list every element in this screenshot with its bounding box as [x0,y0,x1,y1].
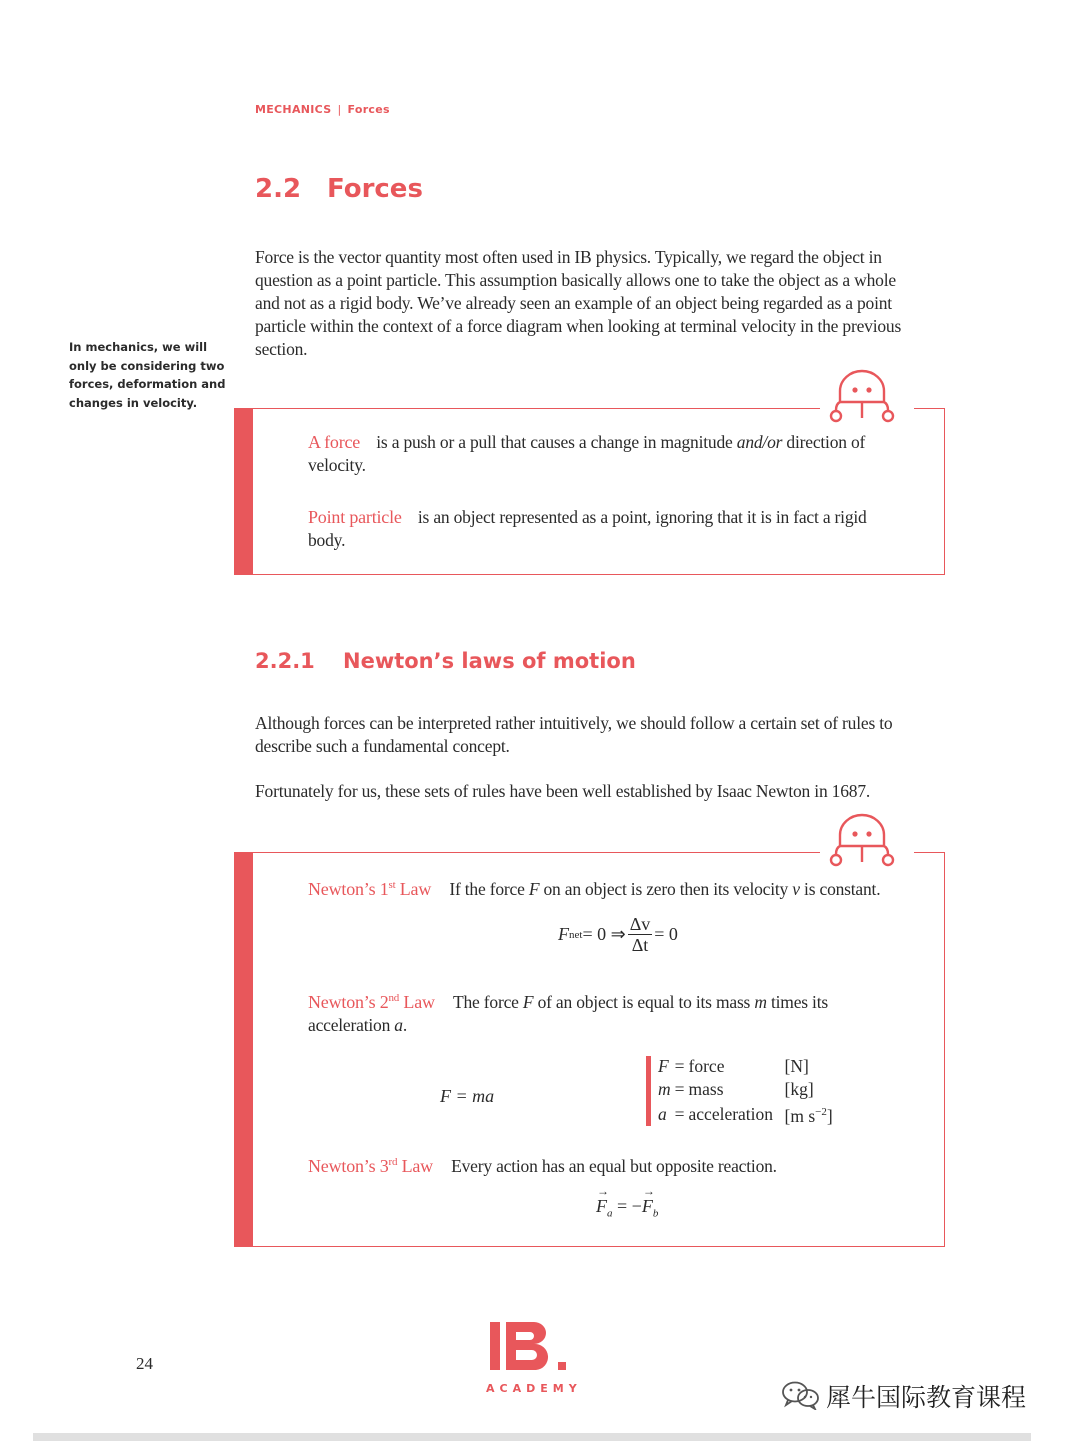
first-law-fraction-numerator: Δv [629,914,651,934]
definition-force [308,431,908,477]
header-separator: | [337,103,342,116]
force-definition-b: direction of velocity. [308,432,866,475]
bottom-scroll-strip [33,1433,1031,1441]
third-law-term: Newton’s 3rd Law [308,1156,433,1176]
table-row: a = acceleration [m $s^{-2}$] [658,1103,833,1126]
newton-third-law: Newton’s 3rd Law Every action has an equal but opposite reaction. [308,1156,777,1176]
intro-paragraph: Force is the vector quantity most often used in IB physics. Typically, we regard the object in question as a point particle. This assumption basically allows one to take the object as a whole and not as a rigid body. We’ve already seen an example of an object being regarded as a point particle within the context of a force diagram when looking at terminal velocity in the previous section. [255,247,902,359]
force-definition-a: is a push or a pull that causes a change in magnitude [376,432,737,452]
point-particle-definition: is an object represented as a point, ignoring that it is in fact a rigid body. [308,507,867,550]
header-section: MECHANICS [255,103,332,116]
watermark-text: 犀牛国际教育课程 [826,1383,1027,1412]
newton-second-law: Newton’s 2nd Law The force F of an object is equal to its mass m times its acceleration a. [308,992,828,1035]
running-header [255,103,390,116]
header-topic: Forces [347,103,390,116]
term-force: A force [308,432,361,452]
second-law-equation: F = ma [440,1086,495,1106]
variable-table-bar [646,1056,651,1126]
mascot-icon [828,813,896,871]
subsection-title-text: Newton’s laws of motion [343,649,636,673]
force-definition-and-or: and/or [736,432,783,452]
section-number: 2.2 [255,174,302,204]
wechat-icon [780,1380,822,1410]
second-law-term: Newton’s 2nd Law [308,992,435,1012]
section-title-text: Forces [327,174,423,204]
first-law-term: Newton’s 1st Law [308,879,432,899]
definition-box-bar [234,408,253,575]
laws-box-bar [234,852,253,1247]
logo-academy-text: ACADEMY [486,1382,582,1395]
ib-academy-logo [488,1320,572,1374]
subsection-title [255,649,636,673]
page-number: 24 [136,1354,153,1373]
table-row: m = mass [kg] [658,1079,814,1099]
section-title [255,174,423,204]
term-point-particle: Point particle [308,507,402,527]
variable-table [656,1055,835,1128]
third-law-equation: → $F_a$ = − → $F_b$ [596,1184,659,1220]
first-law-fraction-denominator: Δt [631,935,649,955]
subsection-number: 2.2.1 [255,649,315,673]
paragraph-3: Fortunately for us, these sets of rules have been well established by Isaac Newton in 1687. [255,781,871,801]
paragraph-2: Although forces can be interpreted rather intuitively, we should follow a certain set of rules to describe such a fundamental concept. [255,713,893,756]
margin-note: In mechanics, we will only be considering two forces, deformation and changes in velocity. [69,340,226,410]
first-law-equation: F net = 0 ⇒ $\frac{\Delta v}{\Delta t}$ = 0 [558,914,678,955]
table-row: F = force [N] [658,1056,809,1076]
definition-point-particle [308,506,908,552]
mascot-icon [828,369,896,427]
newton-first-law: Newton’s 1st Law If the force F on an object is zero then its velocity v is constant. [308,879,881,899]
